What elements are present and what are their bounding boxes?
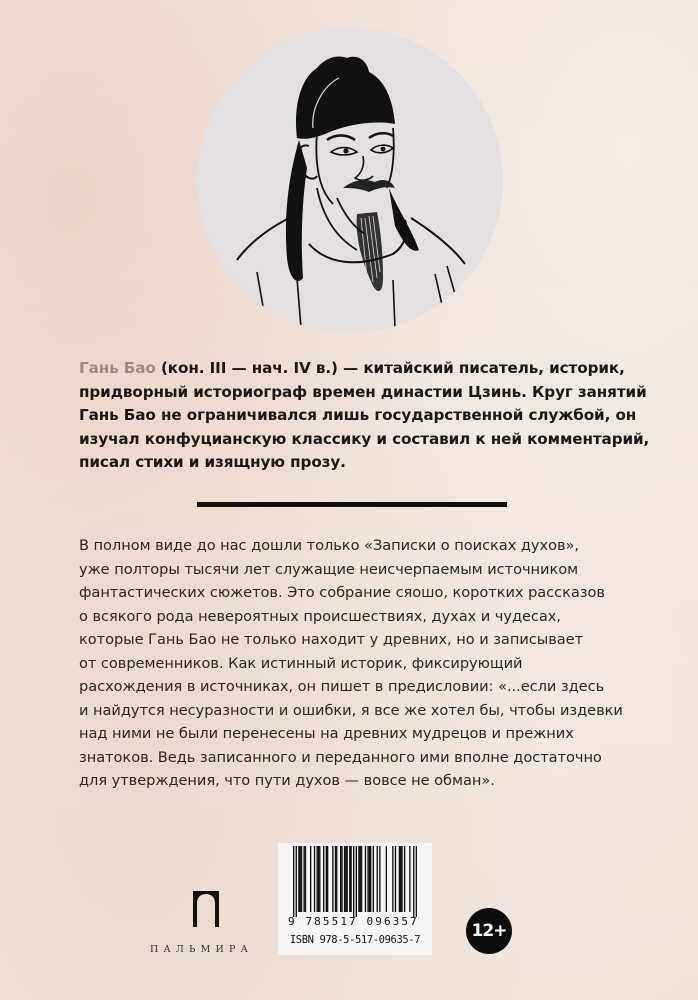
author-bio <box>79 357 650 475</box>
author-name: Гань Бао <box>79 359 156 377</box>
barcode-bar <box>336 846 337 912</box>
barcode-bar <box>361 846 362 912</box>
desc-line: о всякого рода невероятных происшествиях, духах и чудесах, <box>79 607 561 625</box>
barcode-bar <box>401 846 402 912</box>
barcode-bar <box>409 846 410 912</box>
bio-line-1: Гань Бао (кон. III — нач. IV в.) — китайский писатель, историк, <box>79 359 625 377</box>
barcode-bar <box>416 846 417 917</box>
barcode-bar <box>356 846 357 917</box>
barcode-bar <box>360 846 361 912</box>
desc-line: от современников. Как истинный историк, фиксирующий <box>79 654 523 672</box>
barcode-bar <box>353 846 354 917</box>
barcode-bar <box>386 846 387 912</box>
barcode-bar <box>318 846 319 912</box>
desc-line: над ними не были перенесены на древних мудрецов и прежних <box>79 725 574 742</box>
barcode-bar <box>413 846 414 917</box>
barcode-bar <box>404 846 405 912</box>
desc-line: для утверждения, что пути духов — вовсе не обман». <box>79 772 495 789</box>
bio-line-2: придворный историограф времен династии Цзинь. Круг занятий <box>79 382 647 401</box>
desc-line: знатоков. Ведь записанного и переданного ими вполне достаточно <box>79 748 602 766</box>
barcode-bar <box>298 846 299 912</box>
publisher-name: ПАЛЬМИРА <box>150 944 254 955</box>
barcode-bar <box>310 846 311 912</box>
barcode-bar <box>345 846 346 912</box>
hat-ribbon-left <box>286 140 307 281</box>
barcode-bar <box>341 846 342 912</box>
barcode-bar <box>395 846 396 912</box>
barcode-bar <box>314 846 315 912</box>
author-portrait <box>197 28 503 333</box>
barcode-bar <box>399 846 400 912</box>
desc-line: которые Гань Бао не только находит у древних, но и записывает <box>79 631 584 648</box>
hat <box>296 56 395 138</box>
barcode-digits: 9 785517 096357 <box>288 915 419 928</box>
barcode-bar <box>367 846 368 912</box>
barcode-bar <box>349 846 350 912</box>
barcode-bar <box>335 846 336 912</box>
barcode-bar <box>379 846 380 912</box>
barcode-bar <box>392 846 393 912</box>
bio-line-4: изучал конфуцианскую классику и составил к ней комментарий, <box>79 429 650 448</box>
barcode-bar <box>347 846 348 912</box>
barcode-bars <box>293 846 417 917</box>
barcode-bar <box>350 846 351 912</box>
barcode-bar <box>327 846 328 912</box>
barcode-bar <box>365 846 366 912</box>
bio-line-5: писал стихи и изящную прозу. <box>79 453 346 472</box>
barcode-bar <box>323 846 324 912</box>
barcode-bar <box>303 846 304 912</box>
barcode-bar <box>370 846 371 912</box>
barcode-bar <box>319 846 320 912</box>
book-description <box>79 534 659 793</box>
barcode-bar <box>377 846 378 912</box>
barcode-bar <box>300 846 301 912</box>
barcode-bar <box>326 846 327 912</box>
moustache <box>343 180 395 192</box>
barcode-bar <box>316 846 317 912</box>
barcode-bar <box>344 846 345 912</box>
desc-line: В полном виде до нас дошли только «Записки о поисках духов», <box>79 537 579 554</box>
barcode-bar <box>293 846 294 917</box>
barcode-bar <box>373 846 374 912</box>
barcode-bar <box>340 846 341 912</box>
age-rating-badge: 12+ <box>466 908 512 954</box>
portrait-drawing <box>197 28 503 333</box>
desc-line: и найдутся несуразности и ошибки, я все же хотел бы, чтобы издевки <box>79 701 623 719</box>
section-divider <box>197 502 507 507</box>
bio-line-3: Гань Бао не ограничивался лишь государственной службой, он <box>79 406 637 425</box>
barcode-bar <box>305 846 306 912</box>
desc-line: расхождения в источниках, он пишет в предисловии: «...если здесь <box>79 678 605 695</box>
barcode-bar <box>358 846 359 912</box>
desc-line: уже полторы тысячи лет служащие неисчерпаемым источником <box>79 560 579 578</box>
isbn-barcode <box>278 843 432 955</box>
isbn-text: ISBN 978-5-517-09635-7 <box>289 934 421 946</box>
barcode-bar <box>301 846 302 912</box>
barcode-bar <box>400 846 401 912</box>
barcode-bar <box>369 846 370 912</box>
arch-logo-icon <box>193 891 219 927</box>
barcode-bar <box>332 846 333 912</box>
desc-line: фантастических сюжетов. Это собрание сяошо, коротких рассказов <box>79 584 605 601</box>
barcode-bar <box>296 846 297 917</box>
